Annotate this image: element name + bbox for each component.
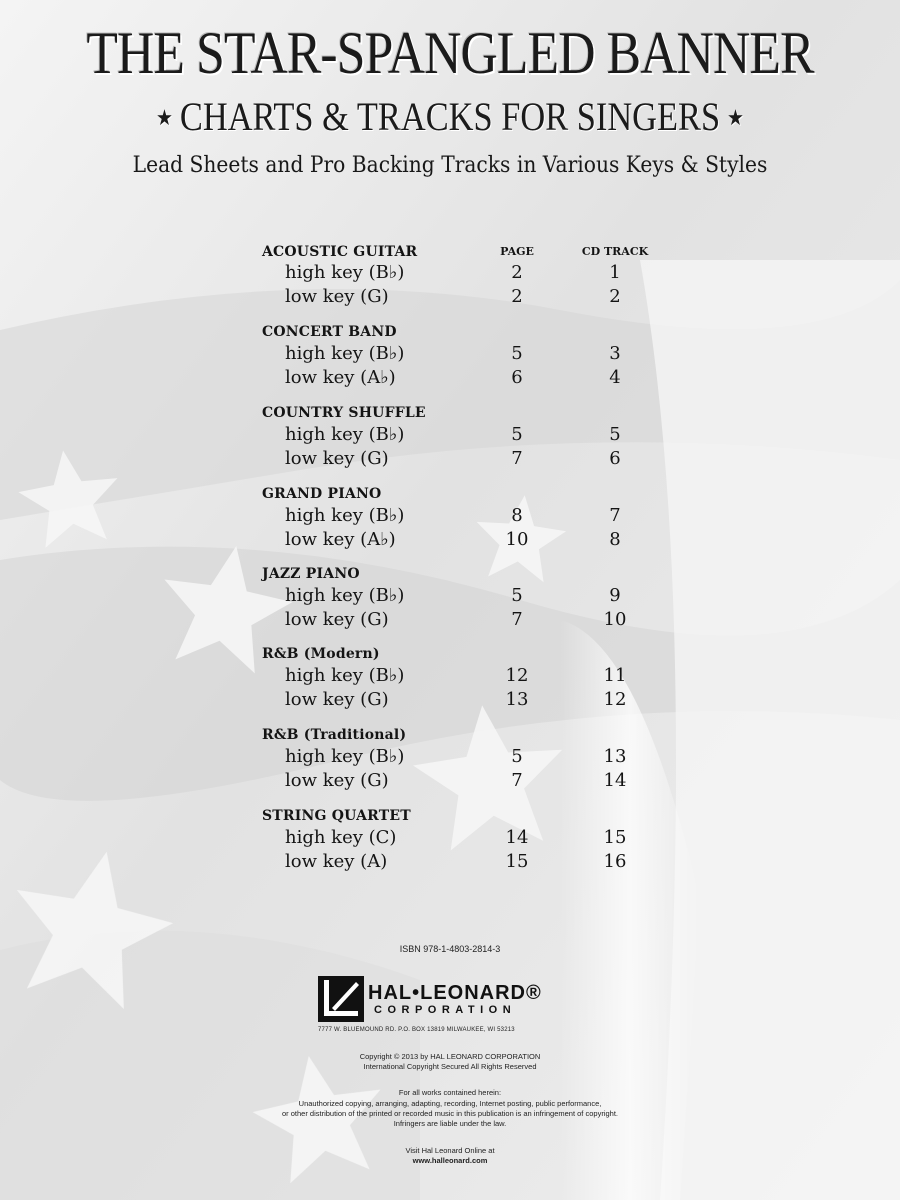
website-link[interactable] [0,1156,900,1166]
table-row [0,261,900,285]
table-row [0,366,900,390]
track-number: 8 [609,529,621,550]
page-number: 2 [511,286,523,307]
logo-corporation-text: CORPORATION [374,1004,517,1016]
page-number: 2 [511,262,523,283]
page-number: 5 [511,343,523,364]
track-number: 1 [609,262,621,283]
key-label: high key (B♭) [285,585,405,606]
hal-leonard-logo-icon [318,976,364,1022]
column-header-page: PAGE [500,245,534,258]
notice-line-1: For all works contained herein: [398,1088,502,1097]
star-icon-left: ★ [156,104,174,130]
table-row [0,285,900,309]
table-row [0,745,900,769]
copyright-line-1: Copyright © 2013 by HAL LEONARD CORPORATION [359,1052,541,1061]
key-label: low key (G) [285,770,389,791]
key-label: high key (B♭) [285,424,405,445]
table-row [0,608,900,632]
track-number: 3 [609,343,621,364]
section-title: GRAND PIANO [262,486,382,502]
page-number: 15 [505,851,529,872]
track-number: 2 [609,286,621,307]
page-number: 5 [511,746,523,767]
key-label: low key (G) [285,609,389,630]
table-row [0,826,900,850]
track-number: 14 [603,770,627,791]
section-title: R&B (Traditional) [262,727,407,743]
track-number: 16 [603,851,627,872]
key-label: high key (B♭) [285,746,405,767]
key-label: high key (C) [285,827,397,848]
key-label: high key (B♭) [285,262,405,283]
key-label: low key (A) [285,851,388,872]
notice-line-2: Unauthorized copying, arranging, adapting, recording, Internet posting, public performance, [298,1099,602,1108]
notice-line-4: Infringers are liable under the law. [393,1119,507,1128]
track-number: 6 [609,448,621,469]
track-number: 15 [603,827,627,848]
isbn: ISBN 978-1-4803-2814-3 [399,944,501,954]
track-number: 7 [609,505,621,526]
section-title: CONCERT BAND [262,324,397,340]
page-number: 5 [511,585,523,606]
table-row [0,664,900,688]
table-row [0,769,900,793]
publisher-logo [318,976,588,1038]
subtitle-text: CHARTS & TRACKS FOR SINGERS [179,94,721,139]
key-label: high key (B♭) [285,665,405,686]
track-number: 9 [609,585,621,606]
section-title: JAZZ PIANO [262,566,360,582]
key-label: low key (A♭) [285,367,396,388]
key-label: high key (B♭) [285,343,405,364]
page-number: 7 [511,770,523,791]
tagline: Lead Sheets and Pro Backing Tracks in Various Keys & Styles [132,153,768,178]
track-number: 10 [603,609,627,630]
table-row [0,850,900,874]
page-number: 7 [511,609,523,630]
page-number: 10 [505,529,529,550]
star-icon-right: ★ [726,104,744,130]
track-number: 12 [603,689,627,710]
page-title: THE STAR-SPANGLED BANNER [86,20,814,86]
table-row [0,504,900,528]
track-number: 11 [603,665,627,686]
table-row [0,688,900,712]
track-number: 13 [603,746,627,767]
page-number: 5 [511,424,523,445]
key-label: low key (G) [285,286,389,307]
notice-line-3: or other distribution of the printed or recorded music in this publication is an infringement of copyright. [281,1109,618,1118]
key-label: low key (G) [285,689,389,710]
page-number: 6 [511,367,523,388]
track-number: 4 [609,367,621,388]
key-label: high key (B♭) [285,505,405,526]
copyright-line-2: International Copyright Secured All Rights Reserved [363,1062,537,1071]
visit-line: Visit Hal Leonard Online at [405,1146,495,1155]
column-header-cd-track: CD TRACK [581,245,649,258]
page-number: 7 [511,448,523,469]
website-url[interactable]: www.halleonard.com [412,1156,488,1165]
table-row [0,528,900,552]
key-label: low key (A♭) [285,529,396,550]
table-row [0,423,900,447]
section-title: R&B (Modern) [262,646,380,662]
table-row [0,584,900,608]
key-label: low key (G) [285,448,389,469]
page-number: 8 [511,505,523,526]
page-number: 13 [505,689,529,710]
section-title: COUNTRY SHUFFLE [262,405,426,421]
section-title: ACOUSTIC GUITAR [262,244,418,260]
page-number: 14 [505,827,529,848]
page-number: 12 [505,665,529,686]
publisher-address: 7777 W. BLUEMOUND RD. P.O. BOX 13819 MILWAUKEE, WI 53213 [318,1027,515,1033]
table-row [0,447,900,471]
track-number: 5 [609,424,621,445]
logo-brand-text: HAL•LEONARD® [368,982,542,1004]
table-row [0,342,900,366]
subtitle [63,94,837,144]
section-title: STRING QUARTET [262,808,411,824]
